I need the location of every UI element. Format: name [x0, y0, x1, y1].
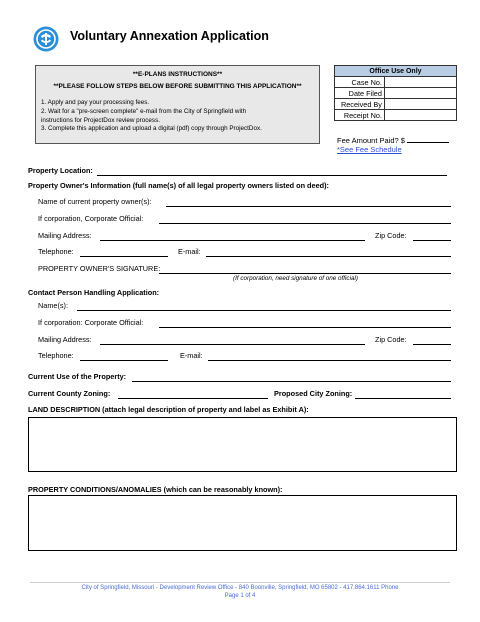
contact-email-field[interactable]: [208, 360, 451, 361]
page-number: Page 1 of 4: [224, 593, 256, 599]
eplans-instructions-box: [35, 65, 320, 144]
owner-zip-label: Zip Code:: [375, 231, 407, 240]
owner-zip-field[interactable]: [413, 240, 451, 241]
owner-name-field[interactable]: [166, 206, 451, 207]
fee-amount-field[interactable]: [407, 135, 449, 143]
signature-note: (If corporation, need signature of one official): [233, 275, 358, 282]
county-zoning-label: Current County Zoning:: [28, 389, 111, 398]
proposed-zoning-label: Proposed City Zoning:: [274, 389, 353, 398]
date-filed-label: Date Filed: [335, 88, 385, 99]
fee-amount-label: Fee Amount Paid? $: [337, 136, 405, 145]
office-use-title: Office Use Only: [335, 66, 457, 77]
county-zoning-field[interactable]: [118, 398, 268, 399]
contact-phone-field[interactable]: [80, 360, 168, 361]
case-no-field[interactable]: [384, 77, 456, 88]
date-filed-field[interactable]: [384, 88, 456, 99]
received-by-label: Received By: [335, 99, 385, 110]
instructions-steps: [41, 99, 262, 134]
contact-zip-label: Zip Code:: [375, 335, 407, 344]
receipt-no-label: Receipt No.: [335, 110, 385, 121]
contact-phone-label: Telephone:: [38, 351, 74, 360]
owner-address-label: Mailing Address:: [38, 231, 92, 240]
contact-heading: Contact Person Handling Application:: [28, 288, 160, 297]
fee-amount-row: [337, 135, 449, 145]
owner-phone-label: Telephone:: [38, 247, 74, 256]
conditions-textarea[interactable]: [28, 495, 457, 551]
contact-names-label: Name(s):: [38, 301, 68, 310]
instructions-subheading: **PLEASE FOLLOW STEPS BELOW BEFORE SUBMITTING THIS APPLICATION**: [53, 83, 302, 90]
instructions-heading: **E-PLANS INSTRUCTIONS**: [132, 71, 223, 78]
owner-corp-field[interactable]: [159, 223, 451, 224]
fee-schedule-link[interactable]: *See Fee Schedule: [337, 145, 402, 154]
land-description-textarea[interactable]: [28, 417, 457, 472]
page-title: Voluntary Annexation Application: [70, 29, 269, 43]
contact-address-label: Mailing Address:: [38, 335, 92, 344]
instruction-step: instructions for ProjectDox review process.: [41, 116, 160, 124]
owner-signature-field[interactable]: [159, 273, 451, 274]
office-use-table: [334, 65, 457, 121]
proposed-zoning-field[interactable]: [355, 398, 451, 399]
received-by-field[interactable]: [384, 99, 456, 110]
owner-address-field[interactable]: [100, 240, 365, 241]
owner-name-label: Name of current property owner(s):: [38, 197, 152, 206]
receipt-no-field[interactable]: [384, 110, 456, 121]
city-seal-icon: [33, 26, 59, 52]
owner-phone-field[interactable]: [80, 256, 168, 257]
current-use-field[interactable]: [132, 381, 451, 382]
instruction-step: 3. Complete this application and upload a digital (pdf) copy through ProjectDox.: [41, 125, 262, 133]
contact-zip-field[interactable]: [413, 344, 451, 345]
footer-divider: [30, 582, 450, 583]
contact-address-field[interactable]: [100, 344, 365, 345]
contact-corp-field[interactable]: [159, 327, 451, 328]
land-description-label: LAND DESCRIPTION (attach legal description of property and label as Exhibit A):: [28, 405, 309, 414]
current-use-label: Current Use of the Property:: [28, 372, 127, 381]
owner-email-label: E-mail:: [178, 247, 201, 256]
owner-corp-label: If corporation, Corporate Official:: [38, 214, 144, 223]
instruction-step: 2. Wait for a "pre-screen complete" e-mail from the City of Springfield with: [41, 107, 247, 115]
owner-email-field[interactable]: [206, 256, 451, 257]
property-location-field[interactable]: [97, 175, 447, 176]
property-location-label: Property Location:: [28, 166, 93, 175]
conditions-label: PROPERTY CONDITIONS/ANOMALIES (which can be reasonably known):: [28, 485, 283, 494]
contact-email-label: E-mail:: [180, 351, 203, 360]
owner-signature-label: PROPERTY OWNER'S SIGNATURE:: [38, 264, 161, 273]
contact-names-field[interactable]: [77, 310, 451, 311]
case-no-label: Case No.: [335, 77, 385, 88]
contact-corp-label: If corporation: Corporate Official:: [38, 318, 144, 327]
instruction-step: 1. Apply and pay your processing fees.: [41, 99, 150, 106]
owner-info-heading: Property Owner's Information (full name(s) of all legal property owners listed on deed):: [28, 181, 329, 190]
footer-contact: City of Springfield, Missouri - Development Review Office - 840 Boonville, Springfield, MO 65802 - 417.864.1611 Phone: [81, 585, 399, 591]
